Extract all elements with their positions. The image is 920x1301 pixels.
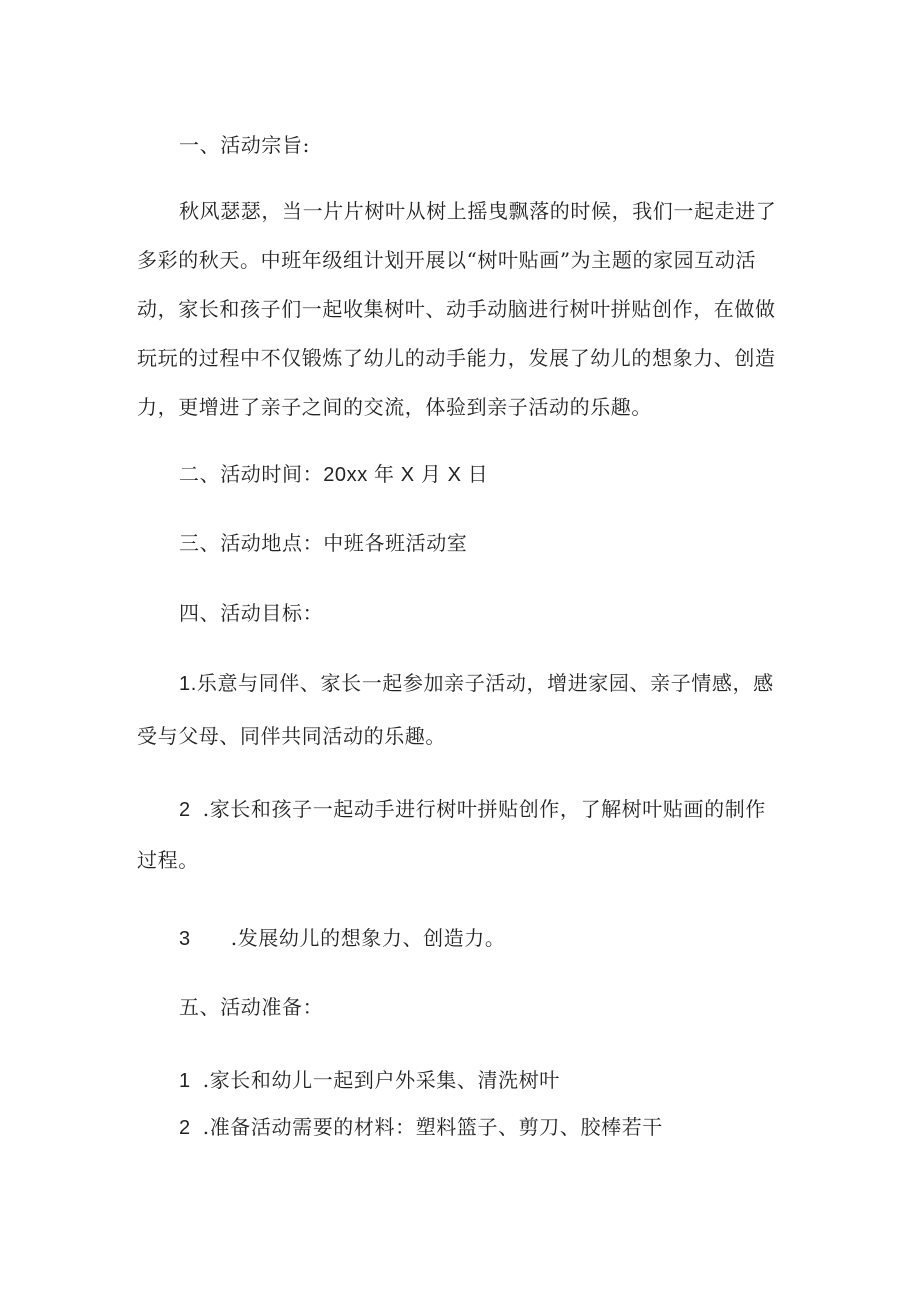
goal-2-number: 2: [179, 799, 191, 821]
goal-1-line-2: 受与父母、同伴共同活动的乐趣。: [137, 724, 446, 748]
section-heading-prep: 五、活动准备：: [179, 995, 324, 1019]
prep-2-number: 2: [179, 1117, 191, 1139]
goal-2-text: .家长和孩子一起动手进行树叶拼贴创作，了解树叶贴画的制作: [202, 797, 766, 821]
section-heading-purpose: 一、活动宗旨:: [179, 133, 310, 157]
prep-2-text: .准备活动需要的材料：塑料篮子、剪刀、胶棒若干: [202, 1115, 663, 1139]
purpose-line-3: 动，家长和孩子们一起收集树叶、动手动脑进行树叶拼贴创作，在做做: [137, 297, 776, 321]
section-heading-time: 二、活动时间：: [179, 462, 324, 486]
goal-2-line-1: [179, 795, 766, 824]
prep-1-text: .家长和幼儿一起到户外采集、清洗树叶: [202, 1068, 560, 1092]
goal-2-line-2: 过程。: [137, 848, 199, 872]
goal-1-text: 乐意与同伴、家长一起参加亲子活动，增进家园、亲子情感，感: [196, 671, 774, 695]
prep-item-1: [179, 1066, 560, 1095]
prep-1-number: 1: [179, 1070, 191, 1092]
activity-date: 20xx 年 X 月 X 日: [323, 464, 489, 486]
goal-1-number: 1.: [179, 673, 197, 695]
purpose-line-4: 玩玩的过程中不仅锻炼了幼儿的动手能力，发展了幼儿的想象力、创造: [137, 346, 776, 370]
goal-3-number: 3: [179, 928, 191, 950]
prep-item-2: [179, 1113, 663, 1142]
goal-1-line-1: [179, 669, 774, 698]
section-place: [179, 529, 467, 557]
goal-3-text: .发展幼儿的想象力、创造力。: [230, 926, 506, 950]
purpose-line-2: 多彩的秋天。中班年级组计划开展以“树叶贴画”为主题的家园互动活: [137, 248, 757, 272]
section-time: [179, 460, 488, 489]
goal-3-line: [179, 924, 506, 953]
activity-place: 中班各班活动室: [323, 531, 468, 555]
section-heading-goals: 四、活动目标：: [179, 601, 324, 625]
purpose-line-5: 力，更增进了亲子之间的交流，体验到亲子活动的乐趣。: [137, 395, 652, 419]
section-heading-place: 三、活动地点：: [179, 531, 324, 555]
purpose-line-1: 秋风瑟瑟，当一片片树叶从树上摇曳飘落的时候，我们一起走进了: [179, 199, 777, 223]
